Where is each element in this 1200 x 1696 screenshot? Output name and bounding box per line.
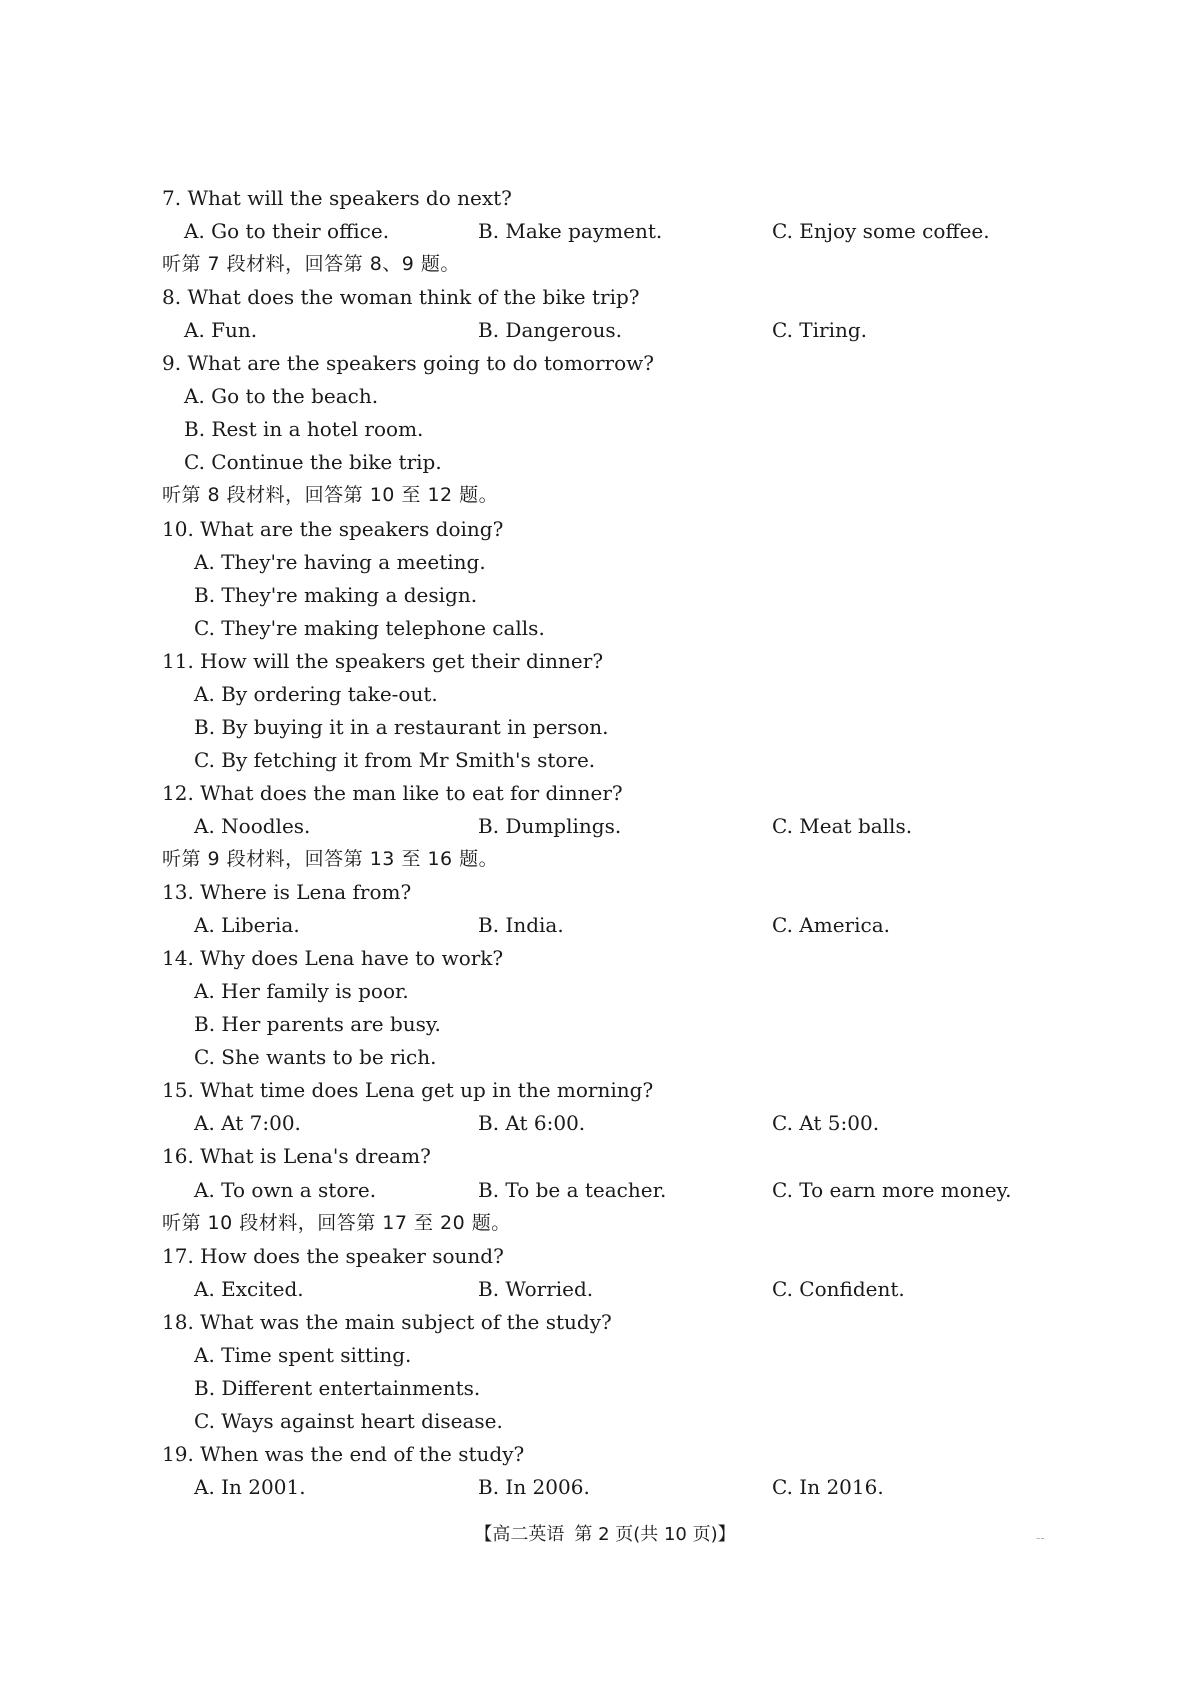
- option-a: A. In 2001.: [194, 1474, 306, 1499]
- question-label: 15. What time does Lena get up in the morning?: [162, 1078, 654, 1103]
- question-label: 14. Why does Lena have to work?: [162, 946, 504, 971]
- option-c: C. In 2016.: [772, 1474, 884, 1499]
- option-label: C. Ways against heart disease.: [194, 1408, 503, 1433]
- section-instruction: 听第 7 段材料，回答第 8、9 题。: [162, 253, 460, 276]
- option-label: C. By fetching it from Mr Smith's store.: [194, 747, 596, 772]
- option-b: B. India.: [478, 913, 564, 938]
- option-a: A. Excited.: [194, 1276, 304, 1301]
- option-label: A. Her family is poor.: [194, 979, 409, 1004]
- option-c: C. Confident.: [772, 1276, 905, 1301]
- option-c: C. America.: [772, 913, 890, 938]
- section-instruction: 听第 8 段材料，回答第 10 至 12 题。: [162, 484, 499, 507]
- option-c: C. At 5:00.: [772, 1111, 880, 1136]
- option-label: A. They're having a meeting.: [194, 549, 486, 574]
- option-b: B. Worried.: [478, 1276, 594, 1301]
- option-label: A. Time spent sitting.: [194, 1342, 412, 1367]
- option-c: C. Tiring.: [772, 318, 868, 343]
- question-label: 16. What is Lena's dream?: [162, 1144, 431, 1169]
- question-label: 11. How will the speakers get their dinner?: [162, 648, 604, 673]
- option-a: A. Noodles.: [194, 813, 311, 838]
- option-a: A. Fun.: [184, 318, 258, 343]
- section-instruction: 听第 9 段材料，回答第 13 至 16 题。: [162, 848, 499, 870]
- question-label: 17. How does the speaker sound?: [162, 1243, 504, 1268]
- question-label: 12. What does the man like to eat for dinner?: [162, 780, 623, 805]
- option-c: C. To earn more money.: [772, 1177, 1012, 1202]
- question-label: 19. When was the end of the study?: [162, 1441, 525, 1466]
- option-b: B. To be a teacher.: [478, 1177, 667, 1202]
- option-label: A. Go to the beach.: [184, 384, 379, 409]
- option-a: A. Liberia.: [194, 913, 300, 938]
- option-c: C. Enjoy some coffee.: [772, 219, 990, 244]
- page-footer: [0, 1520, 1200, 1550]
- option-label: B. Rest in a hotel room.: [184, 417, 424, 442]
- option-b: B. Dumplings.: [478, 813, 622, 838]
- scan-edge-mark: --: [1036, 1531, 1045, 1545]
- option-b: B. At 6:00.: [478, 1111, 586, 1136]
- option-a: A. Go to their office.: [184, 219, 390, 244]
- question-label: 7. What will the speakers do next?: [162, 186, 512, 210]
- option-a: A. To own a store.: [194, 1177, 377, 1202]
- option-label: C. They're making telephone calls.: [194, 615, 545, 640]
- question-label: 10. What are the speakers doing?: [162, 516, 504, 541]
- option-label: B. They're making a design.: [194, 582, 478, 607]
- question-label: 13. Where is Lena from?: [162, 880, 412, 904]
- option-b: B. In 2006.: [478, 1474, 590, 1499]
- option-label: B. By buying it in a restaurant in person.: [194, 714, 609, 739]
- option-c: C. Meat balls.: [772, 813, 913, 838]
- question-label: 8. What does the woman think of the bike trip?: [162, 285, 640, 310]
- footer-page-number: 第 2 页(共 10 页)】: [574, 1524, 736, 1545]
- question-label: 18. What was the main subject of the study?: [162, 1309, 612, 1334]
- question-label: 9. What are the speakers going to do tomorrow?: [162, 351, 654, 376]
- option-a: A. At 7:00.: [194, 1111, 301, 1136]
- option-b: B. Make payment.: [478, 219, 663, 244]
- option-label: B. Her parents are busy.: [194, 1012, 441, 1037]
- option-label: C. She wants to be rich.: [194, 1045, 437, 1070]
- option-label: B. Different entertainments.: [194, 1375, 481, 1400]
- footer-subject: 【高二英语: [474, 1524, 565, 1545]
- option-label: A. By ordering take-out.: [194, 681, 438, 706]
- option-label: C. Continue the bike trip.: [184, 450, 442, 475]
- section-instruction: 听第 10 段材料，回答第 17 至 20 题。: [162, 1211, 511, 1234]
- option-b: B. Dangerous.: [478, 318, 622, 343]
